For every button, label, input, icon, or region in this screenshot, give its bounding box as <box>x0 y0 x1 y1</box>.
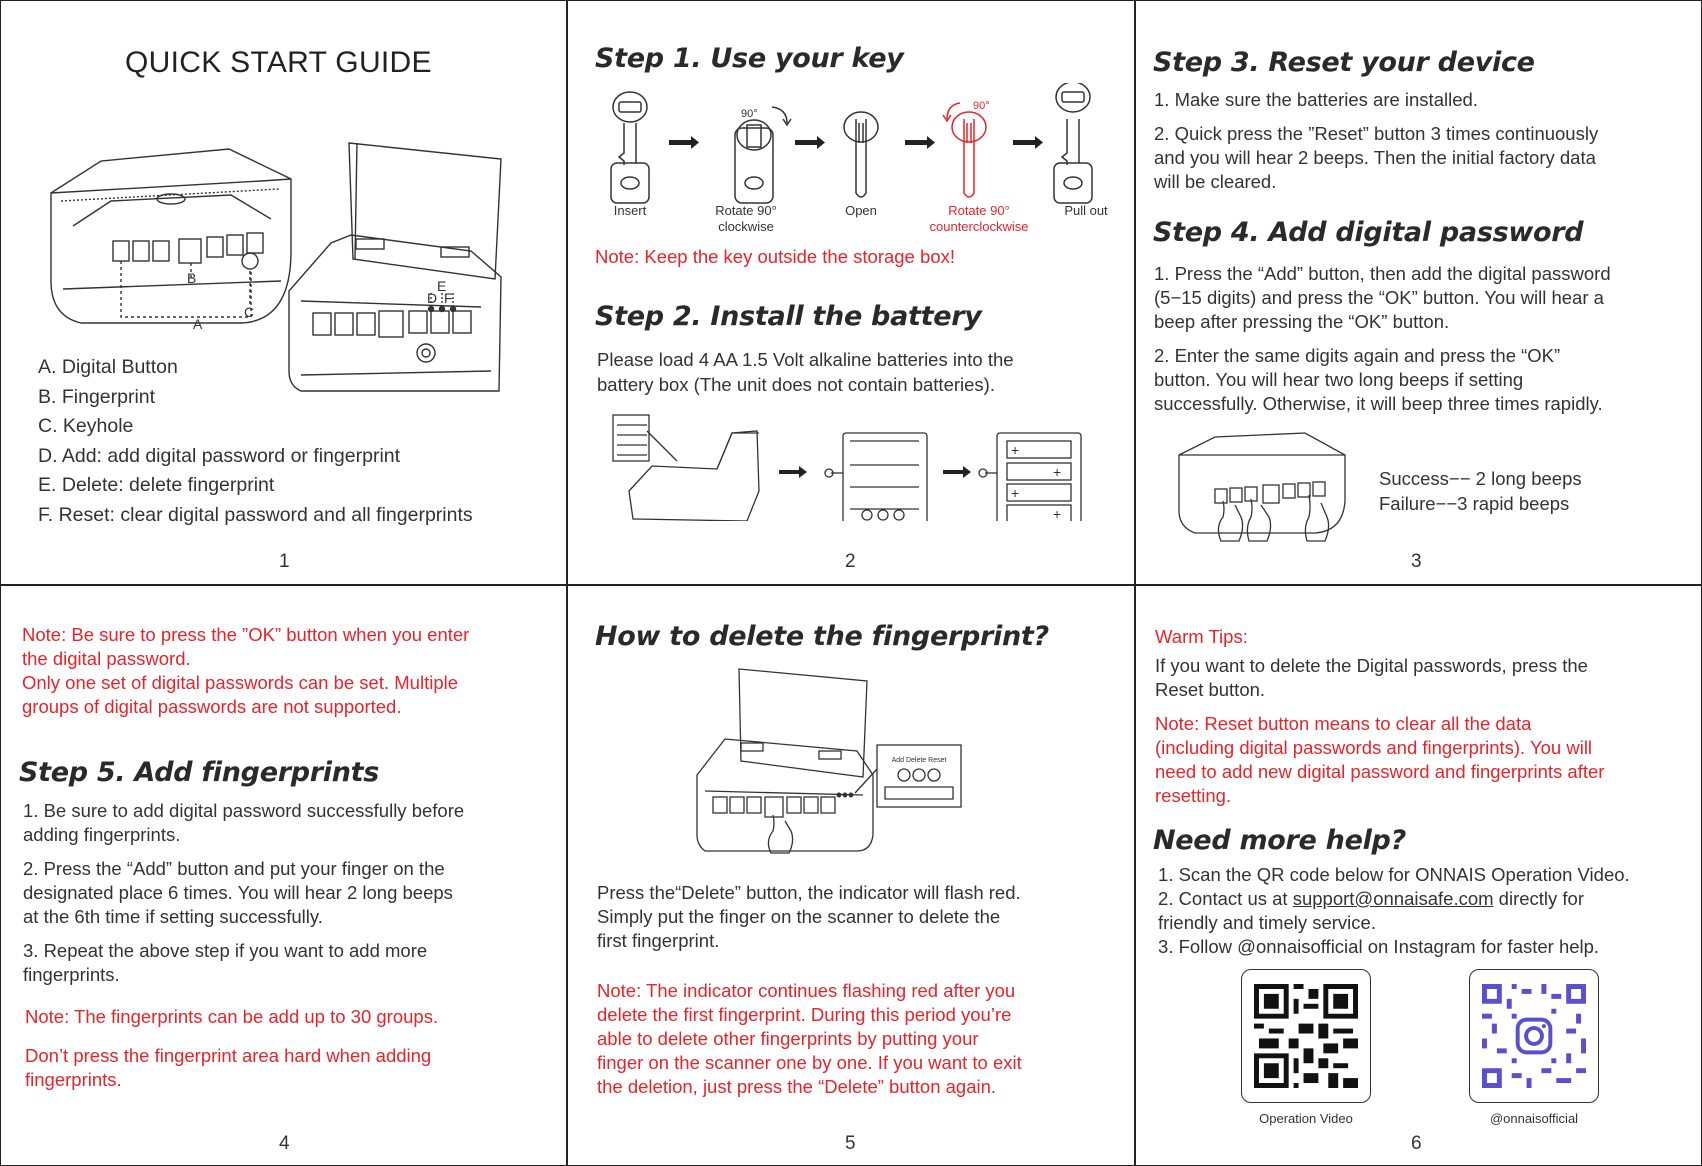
step3-title: Step 3. Reset your device <box>1153 47 1535 78</box>
part-text: Digital Button <box>56 356 178 378</box>
delete-note-4: finger on the scanner one by one. If you want to exit <box>597 1052 1022 1073</box>
p4-note-1d: groups of digital passwords are not supported. <box>22 696 402 717</box>
step2-text-2: battery box (The unit does not contain batteries). <box>597 374 995 395</box>
part-a <box>38 353 473 383</box>
page-number: 5 <box>845 1133 856 1154</box>
callout-b: B <box>187 270 197 286</box>
step3-text-1: 1. Make sure the batteries are installed. <box>1154 89 1478 110</box>
delete-note-2: delete the first fingerprint. During this period you’re <box>597 1004 1012 1025</box>
key-rotate-cw-icon <box>735 107 791 203</box>
button-panel-label: Add Delete Reset <box>891 757 947 764</box>
step5-text-1a: 1. Be sure to add digital password successfully before <box>23 800 465 821</box>
part-text: Keyhole <box>57 415 134 438</box>
page-number: 1 <box>279 551 290 572</box>
success-text: Success−− 2 long beeps <box>1379 468 1582 489</box>
delete-fingerprint-title: How to delete the fingerprint? <box>595 621 1049 652</box>
callout-a: A <box>193 316 203 332</box>
page-number: 2 <box>845 551 856 572</box>
part-letter: D. <box>38 444 58 467</box>
part-letter: F. <box>38 503 54 526</box>
step4-text-1b: (5−15 digits) and press the “OK” button. You will hear a <box>1154 287 1604 308</box>
part-letter: A. <box>38 356 57 378</box>
part-letter: E. <box>38 474 57 497</box>
help-text-2-post: directly for <box>1493 888 1584 909</box>
step5-text-2b: designated place 6 times. You will hear 2 long beeps <box>23 882 453 903</box>
p4-note-3b: fingerprints. <box>25 1069 122 1090</box>
part-text: Reset: clear digital password and all fingerprints <box>53 503 473 526</box>
callout-d: D <box>427 290 438 306</box>
part-text: Add: add digital password or fingerprint <box>57 444 401 467</box>
key-pull-out-icon <box>1054 83 1092 203</box>
qr2-label: @onnaisofficial <box>1489 1111 1579 1126</box>
angle-cw-label: 90° <box>741 108 758 120</box>
step5-text-1b: adding fingerprints. <box>23 824 181 845</box>
step1-title: Step 1. Use your key <box>595 43 904 74</box>
help-text-2-pre: 2. Contact us at <box>1158 888 1293 909</box>
part-f <box>38 501 473 531</box>
step4-text-1c: beep after pressing the “OK” button. <box>1154 311 1450 332</box>
qr-operation-video[interactable] <box>1241 969 1371 1103</box>
step5-text-3a: 3. Repeat the above step if you want to add more <box>23 940 428 961</box>
svg-text:+: + <box>1053 506 1062 521</box>
part-c <box>38 412 473 442</box>
p4-note-2: Note: The fingerprints can be add up to 30 groups. <box>25 1006 439 1027</box>
help-title: Need more help? <box>1153 825 1406 856</box>
support-email-link[interactable]: support@onnaisafe.com <box>1292 888 1494 909</box>
part-text: Delete: delete fingerprint <box>56 474 275 497</box>
delete-text-2: Simply put the finger on the scanner to delete the <box>597 906 1001 927</box>
delete-text-3: first fingerprint. <box>597 930 720 951</box>
delete-note-1: Note: The indicator continues flashing red after you <box>597 980 1016 1001</box>
p4-note-1c: Only one set of digital passwords can be set. Multiple <box>22 672 459 693</box>
qr-code-icon <box>1254 984 1358 1088</box>
svg-text:+: + <box>1053 464 1062 480</box>
part-b <box>38 383 473 413</box>
step3-text-2c: will be cleared. <box>1154 171 1277 192</box>
step2-text-1: Please load 4 AA 1.5 Volt alkaline batteries into the <box>597 349 1014 370</box>
panel-1 <box>0 0 568 586</box>
panel-5 <box>566 584 1136 1166</box>
key-steps-illustration <box>567 83 1136 233</box>
key-open-icon <box>844 112 878 197</box>
callout-c: C <box>244 304 255 320</box>
reset-note-3: need to add new digital password and fingerprints after <box>1155 761 1605 782</box>
panel-3 <box>1134 0 1702 586</box>
part-letter: B. <box>38 385 57 408</box>
qr-instagram[interactable] <box>1469 969 1599 1103</box>
step4-text-2c: successfully. Otherwise, it will beep three times rapidly. <box>1154 393 1603 414</box>
key-insert-icon <box>611 92 649 203</box>
step4-text-1a: 1. Press the “Add” button, then add the digital password <box>1154 263 1611 284</box>
safe-hands-illustration <box>1175 431 1355 551</box>
help-text-2b: friendly and timely service. <box>1158 912 1376 933</box>
step4-text-2a: 2. Enter the same digits again and press the “OK” <box>1154 345 1561 366</box>
step5-text-2a: 2. Press the “Add” button and put your finger on the <box>23 858 445 879</box>
p4-note-1a: Note: Be sure to press the ”OK” button when you enter <box>22 624 470 645</box>
key-rotate-ccw-icon <box>943 103 986 197</box>
panel-6 <box>1134 584 1702 1166</box>
step3-text-2b: and you will hear 2 beeps. Then the initial factory data <box>1154 147 1596 168</box>
key-step-label: Rotate 90° <box>948 203 1010 218</box>
step5-title: Step 5. Add fingerprints <box>19 757 380 788</box>
step5-text-2c: at the 6th time if setting successfully. <box>23 906 323 927</box>
part-letter: C. <box>38 415 58 438</box>
delete-note-3: able to delete other fingerprints by putting your <box>597 1028 979 1049</box>
guide-title: QUICK START GUIDE <box>125 46 432 79</box>
angle-ccw-label: 90° <box>973 100 990 112</box>
step5-text-3b: fingerprints. <box>23 964 120 985</box>
delete-illustration <box>677 665 977 855</box>
svg-text:+: + <box>1011 442 1020 458</box>
part-d <box>38 442 473 472</box>
help-text-2 <box>1158 887 1584 911</box>
key-step-label: Open <box>845 203 877 218</box>
step4-title: Step 4. Add digital password <box>1153 217 1584 248</box>
key-step-label: Rotate 90° <box>715 203 777 218</box>
key-step-label2: clockwise <box>718 219 774 233</box>
delete-note-5: the deletion, just press the “Delete” button again. <box>597 1076 997 1097</box>
callout-f: F <box>444 290 453 306</box>
part-text: Fingerprint <box>56 385 156 408</box>
help-text-1: 1. Scan the QR code below for ONNAIS Operation Video. <box>1158 864 1630 885</box>
reset-note-4: resetting. <box>1155 785 1232 806</box>
warm-text-2: Reset button. <box>1155 679 1266 700</box>
key-step-label2: counterclockwise <box>929 219 1029 233</box>
key-step-label: Insert <box>613 203 647 218</box>
p4-note-3a: Don’t press the fingerprint area hard when adding <box>25 1045 432 1066</box>
step2-title: Step 2. Install the battery <box>595 301 982 332</box>
battery-illustration <box>567 411 1136 521</box>
part-e <box>38 471 473 501</box>
reset-note-2: (including digital passwords and fingerprints). You will <box>1155 737 1593 758</box>
help-text-3: 3. Follow @onnaisofficial on Instagram for faster help. <box>1158 936 1600 957</box>
page-number: 4 <box>279 1133 290 1154</box>
p4-note-1b: the digital password. <box>22 648 191 669</box>
page-number: 6 <box>1411 1133 1422 1154</box>
panel-4 <box>0 584 568 1166</box>
warm-text-1: If you want to delete the Digital passwords, press the <box>1155 655 1588 676</box>
qr-code-instagram-icon <box>1482 984 1586 1088</box>
key-note: Note: Keep the key outside the storage box! <box>595 246 955 267</box>
reset-note-1: Note: Reset button means to clear all the data <box>1155 713 1532 734</box>
page-number: 3 <box>1411 551 1422 572</box>
failure-text: Failure−−3 rapid beeps <box>1379 493 1570 514</box>
step4-text-2b: button. You will hear two long beeps if setting <box>1154 369 1524 390</box>
key-step-label: Pull out <box>1064 203 1108 218</box>
warm-tips-heading: Warm Tips: <box>1155 626 1248 647</box>
step3-text-2a: 2. Quick press the ”Reset” button 3 times continuously <box>1154 123 1599 144</box>
panel-2 <box>566 0 1136 586</box>
svg-text:+: + <box>1011 485 1020 501</box>
callout-e: E <box>437 278 447 294</box>
qr1-label: Operation Video <box>1259 1111 1353 1126</box>
parts-list <box>38 353 473 531</box>
delete-text-1: Press the“Delete” button, the indicator will flash red. <box>597 882 1021 903</box>
